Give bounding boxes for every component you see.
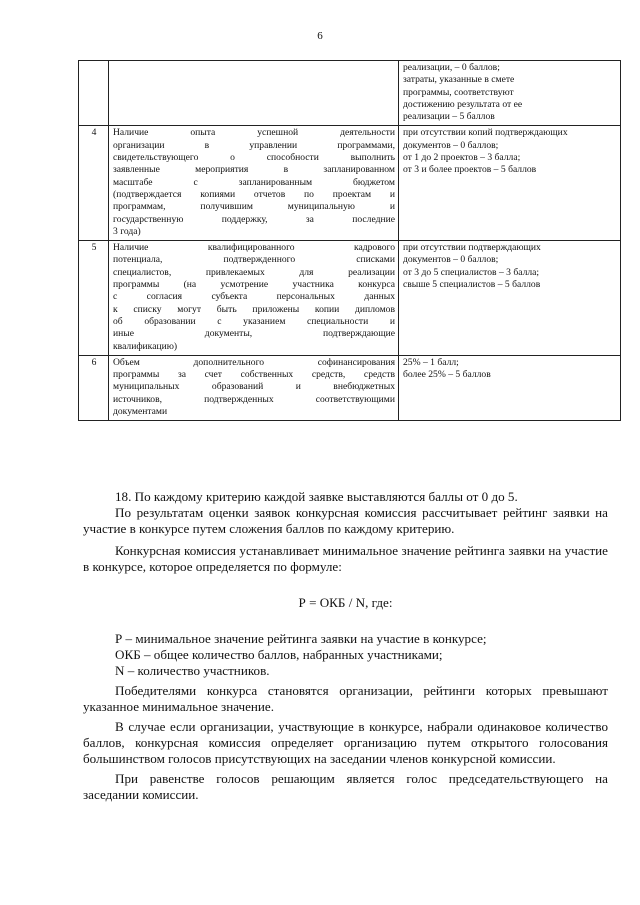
paragraph-tie-vote: При равенстве голосов решающим является голос председательствующего на заседании комиссии. — [83, 771, 608, 803]
criterion-number: 4 — [79, 126, 109, 241]
scoring-line: от 1 до 2 проектов – 3 балла; — [403, 152, 521, 164]
scoring-line: документов – 0 баллов; — [403, 139, 499, 151]
paragraph-18: 18. По каждому критерию каждой заявке выставляются баллы от 0 до 5. — [115, 489, 518, 504]
definition-p: Р – минимальное значение рейтинга заявки на участие в конкурсе; — [115, 630, 487, 646]
table-row — [79, 126, 621, 241]
criteria-table — [78, 60, 621, 421]
paragraph-equal-scores: В случае если организации, участвующие в конкурсе, набрали одинаковое количество баллов, конкурсная комиссия определяет организацию путем открытого голосования большинством голосов присутствующих на заседании членов конкурсной комиссии. — [83, 719, 608, 767]
definition-okb: ОКБ – общее количество баллов, набранных участниками; — [115, 646, 443, 662]
criterion-number — [79, 61, 109, 126]
main-text — [83, 489, 608, 804]
criterion-line: к списку могут быть приложены копии дипломов — [113, 303, 395, 315]
criterion-line: 3 года) — [113, 225, 141, 237]
table-row — [79, 61, 621, 126]
criterion-line: свидетельствующего о способности выполнить — [113, 152, 395, 164]
criterion-line: источников, подтвержденных соответствующими — [113, 393, 395, 405]
definition-n: N – количество участников. — [115, 662, 270, 678]
scoring-rule — [399, 61, 621, 126]
table-row — [79, 355, 621, 420]
scoring-line: достижению результата от ее — [403, 98, 523, 110]
criterion-line: Объем дополнительного софинансирования — [113, 356, 395, 368]
scoring-rule — [399, 241, 621, 356]
criterion-line: заявленные мероприятия в запланированном — [113, 164, 395, 176]
criterion-line: программы за счет собственных средств, средств — [113, 369, 395, 381]
criterion-line: масштабе с запланированным бюджетом — [113, 176, 395, 188]
scoring-line: при отсутствии копий подтверждающих — [403, 127, 568, 139]
criterion-line: государственную поддержку, за последние — [113, 213, 395, 225]
formula: Р = ОКБ / N, где: — [298, 595, 393, 611]
scoring-line: реализации – 5 баллов — [403, 111, 495, 123]
criterion-line: Наличие опыта успешной деятельности — [113, 127, 395, 139]
criterion-description — [109, 355, 399, 420]
criterion-number: 6 — [79, 355, 109, 420]
scoring-line: 25% – 1 балл; — [403, 356, 459, 368]
scoring-rule — [399, 126, 621, 241]
paragraph-min-rating: Конкурсная комиссия устанавливает минимальное значение рейтинга заявки на участие в конкурсе, которое определяется по формуле: — [83, 543, 608, 575]
criterion-line: программам, получившим муниципальную и — [113, 201, 395, 213]
table-row — [79, 241, 621, 356]
scoring-line: более 25% – 5 баллов — [403, 369, 491, 381]
scoring-line: при отсутствии подтверждающих — [403, 242, 541, 254]
paragraph-winners: Победителями конкурса становятся организации, рейтинги которых превышают указанное минимальное значение. — [83, 682, 608, 714]
scoring-line: программы, соответствуют — [403, 86, 514, 98]
criterion-number: 5 — [79, 241, 109, 356]
criterion-line: об образовании с указанием специальности и — [113, 315, 395, 327]
criterion-line: квалификацию) — [113, 340, 178, 352]
criterion-line: документами — [113, 406, 168, 418]
criterion-description — [109, 61, 399, 126]
scoring-rule — [399, 355, 621, 420]
criterion-line: специалистов, привлекаемых для реализации — [113, 266, 395, 278]
criterion-line: потенциала, подтвержденного списками — [113, 254, 395, 266]
scoring-line: документов – 0 баллов; — [403, 254, 499, 266]
scoring-line: от 3 и более проектов – 5 баллов — [403, 164, 537, 176]
scoring-line: реализации, – 0 баллов; — [403, 62, 500, 73]
criterion-line: Наличие квалифицированного кадрового — [113, 242, 395, 254]
criterion-line: (подтверждается копиями отчетов по проектам и — [113, 188, 395, 200]
criterion-description — [109, 241, 399, 356]
scoring-line: свыше 5 специалистов – 5 баллов — [403, 279, 541, 291]
criterion-line: организации в управлении программами, — [113, 139, 395, 151]
criterion-line: с согласия субъекта персональных данных — [113, 291, 395, 303]
scoring-line: от 3 до 5 специалистов – 3 балла; — [403, 266, 540, 278]
criterion-line: иные документы, подтверждающие — [113, 328, 395, 340]
paragraph-rating: По результатам оценки заявок конкурсная комиссия рассчитывает рейтинг заявки на участие в конкурсе путем сложения баллов по каждому критерию. — [83, 505, 608, 537]
criterion-line: программы (на усмотрение участника конкурса — [113, 279, 395, 291]
scoring-line: затраты, указанные в смете — [403, 74, 515, 86]
page-number: 6 — [317, 30, 323, 42]
criterion-description — [109, 126, 399, 241]
criterion-line: муниципальных образований и внебюджетных — [113, 381, 395, 393]
